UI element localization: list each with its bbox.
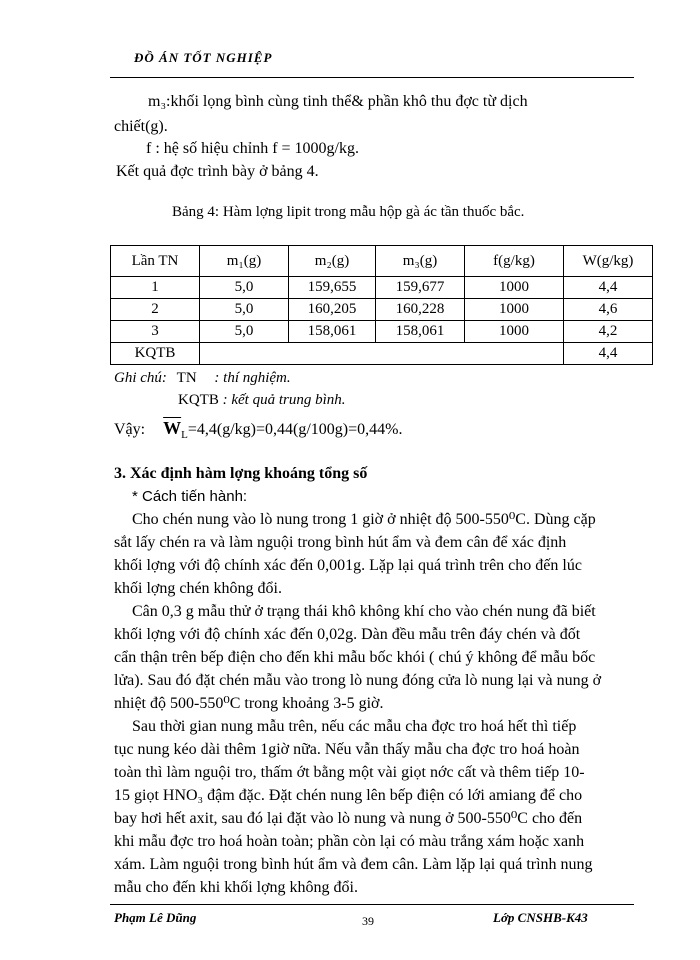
- table-cell: 158,061: [289, 321, 376, 343]
- note-label: Ghi chú:: [114, 370, 167, 386]
- conclusion-prefix: Vậy:: [114, 421, 146, 438]
- p1-line: khối lợng với độ chính xác đến 0,001g. Lặp lại quá trình trên cho đến lúc: [114, 557, 582, 574]
- section-title: 3. Xác định hàm lợng khoáng tổng số: [114, 465, 368, 482]
- p3-line: mẫu cho đến khi khối lợng không đổi.: [114, 879, 358, 896]
- note-kqtb-abbr: KQTB: [178, 392, 219, 408]
- footer-author: Phạm Lê Dũng: [114, 910, 197, 925]
- table-cell: 159,677: [376, 277, 465, 299]
- p3-line: 15 giọt HNO₃ đậm đặc. Đặt chén nung lên bếp điện có lới amiang để cho: [114, 787, 583, 804]
- table-row: [111, 277, 653, 299]
- table-cell: 5,0: [200, 299, 289, 321]
- table-cell: 4,2: [564, 321, 653, 343]
- note-tn: [114, 366, 291, 390]
- body-line-m3: m₃:khối lọng bình cùng tinh thể& phần khô thu đợc từ dịch: [148, 93, 528, 110]
- p3-line: xám. Làm nguội trong bình hút ẩm và đem cân. Làm lặp lại quá trình nung: [114, 856, 593, 873]
- p1-line: khối lợng chén không đổi.: [114, 580, 282, 597]
- table-cell: 5,0: [200, 321, 289, 343]
- p3-line: tục nung kéo dài thêm 1giờ nữa. Nếu vẫn thấy mẫu cha đợc tro hoá hoàn: [114, 741, 580, 758]
- table-cell: 3: [111, 321, 200, 343]
- note-kqtb-def: : kết quả trung bình.: [222, 392, 346, 408]
- table-cell: 160,228: [376, 299, 465, 321]
- p2-line: nhiệt độ 500-550⁰C trong khoảng 3-5 giờ.: [114, 695, 384, 712]
- table-summary-row: [111, 343, 653, 365]
- table-cell: 1: [111, 277, 200, 299]
- table-cell: 158,061: [376, 321, 465, 343]
- conclusion-subscript: L: [181, 429, 188, 442]
- header-cell: m₁(g): [200, 246, 289, 277]
- table-cell: 1000: [465, 277, 564, 299]
- table-cell: 4,6: [564, 299, 653, 321]
- table-caption: Bảng 4: Hàm lợng lipit trong mẫu hộp gà ác tần thuốc bắc.: [172, 204, 525, 220]
- p3-line: toàn thì làm nguội tro, thấm ớt bằng một vài giọt nớc cất và thêm tiếp 10-: [114, 764, 585, 781]
- summary-empty-cell: [200, 343, 564, 365]
- conclusion-symbol: $\overline{W}$: [163, 418, 182, 438]
- header-cell: W(g/kg): [564, 246, 653, 277]
- page-number: 39: [362, 914, 374, 928]
- table-cell: 2: [111, 299, 200, 321]
- body-line-f: f : hệ số hiệu chỉnh f = 1000g/kg.: [146, 140, 359, 157]
- p2-line: Cân 0,3 g mẫu thử ở trạng thái khô không khí cho vào chén nung đã biết: [132, 603, 596, 620]
- conclusion-text: =4,4(g/kg)=0,44(g/100g)=0,44%.: [187, 421, 403, 438]
- note-tn-abbr: TN: [176, 370, 197, 386]
- section-subtitle: * Cách tiến hành:: [132, 488, 248, 505]
- p2-line: khối lợng với độ chính xác đến 0,02g. Dàn đều mẫu trên đáy chén và đốt: [114, 626, 581, 643]
- table-row: [111, 321, 653, 343]
- table-cell: 1000: [465, 299, 564, 321]
- note-tn-def: : thí nghiệm.: [214, 370, 291, 386]
- conclusion-line: [114, 416, 402, 447]
- table-cell: 4,4: [564, 277, 653, 299]
- header-cell: m₃(g): [376, 246, 465, 277]
- table-cell: 160,205: [289, 299, 376, 321]
- table-cell: 5,0: [200, 277, 289, 299]
- summary-label-cell: KQTB: [111, 343, 200, 365]
- summary-value-cell: 4,4: [564, 343, 653, 365]
- lipid-table: [110, 245, 653, 365]
- header-rule: [110, 77, 634, 78]
- p1-line: Cho chén nung vào lò nung trong 1 giờ ở nhiệt độ 500-550⁰C. Dùng cặp: [132, 511, 596, 528]
- body-line-m3-cont: chiết(g).: [114, 118, 168, 135]
- table-cell: 159,655: [289, 277, 376, 299]
- page-header-title: ĐỒ ÁN TỐT NGHIỆP: [134, 50, 273, 65]
- note-kqtb: [178, 388, 346, 412]
- p2-line: cẩn thận trên bếp điện cho đến khi mẫu bốc khói ( chú ý không để mẫu bốc: [114, 649, 596, 666]
- table-row: [111, 299, 653, 321]
- p3-line: bay hơi hết axit, sau đó lại đặt vào lò nung và nung ở 500-550⁰C cho đến: [114, 810, 583, 827]
- footer-class: Lớp CNSHB-K43: [493, 910, 588, 925]
- p2-line: lửa). Sau đó đặt chén mẫu vào trong lò nung đóng cửa lò nung lại và nung ở: [114, 672, 602, 689]
- header-cell: m₂(g): [289, 246, 376, 277]
- header-cell: Lần TN: [111, 246, 200, 277]
- footer-rule: [110, 904, 634, 905]
- body-line-result: Kết quả đợc trình bày ở bảng 4.: [116, 163, 319, 180]
- header-cell: f(g/kg): [465, 246, 564, 277]
- p3-line: khi mẫu đợc tro hoá hoàn toàn; phần còn lại có màu trắng xám hoặc xanh: [114, 833, 585, 850]
- p3-line: Sau thời gian nung mẫu trên, nếu các mẫu cha đợc tro hoá hết thì tiếp: [132, 718, 577, 735]
- p1-line: sắt lấy chén ra và làm nguội trong bình hút ẩm và đem cân để xác định: [114, 534, 567, 551]
- table-cell: 1000: [465, 321, 564, 343]
- table-header-row: [111, 246, 653, 277]
